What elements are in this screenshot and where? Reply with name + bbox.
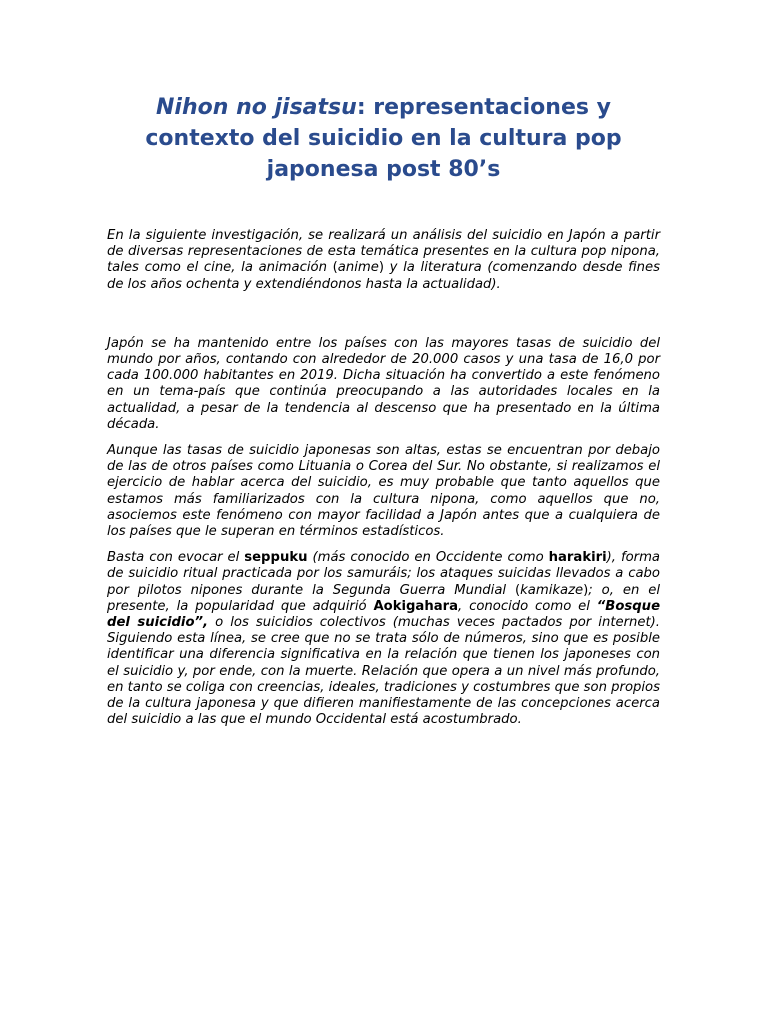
paragraph-comparison: Aunque las tasas de suicidio japonesas son altas, estas se encuentran por debajo de las de otros países como Lituania o Corea del Sur. No obstante, si realizamos el ejercicio de hablar acerca del suicidio, es muy probable que tanto aquellos que estamos más familiarizados con la cultura nipona, como aquellos que no, asociemos este fenómeno con mayor facilidad a Japón antes que a cualquiera de los países que le superan en términos estadísticos. bbox=[107, 443, 660, 540]
title-italic-part: Nihon no jisatsu bbox=[156, 95, 357, 120]
p3-text-3: ), forma de suicidio ritual practicada por los samuráis; los ataques suicidas llevados a cabo por pilotos nipones durante la Segunda Guerra Mundial bbox=[107, 550, 661, 598]
paragraph-statistics: Japón se ha mantenido entre los países con las mayores tasas de suicidio del mundo por años, contando con alrededor de 20.000 casos y una tasa de 16,0 por cada 100.000 habitantes en 2019. Dicha situación ha convertido a este fenómeno en un tema-país que continúa preocupando a las autoridades locales en la actualidad, a pesar de la tendencia al descenso que ha presentado en la última década. bbox=[107, 335, 660, 432]
intro-paren-open: ( bbox=[332, 260, 338, 276]
term-kamikaze: kamikaze bbox=[520, 582, 584, 598]
intro-anime-term: anime bbox=[337, 260, 379, 276]
intro-paragraph bbox=[107, 228, 660, 293]
document-page bbox=[107, 92, 660, 728]
intro-paren-close: ) bbox=[378, 260, 384, 276]
term-seppuku: seppuku bbox=[244, 550, 308, 566]
document-title bbox=[107, 92, 660, 185]
p3-text-2: (más conocido en Occidente como bbox=[307, 550, 549, 566]
p3-text-5: , conocido como el bbox=[458, 598, 597, 614]
intro-text-2: y la literatura (comenzando desde fines de los años ochenta y extendiéndonos hasta la actualidad). bbox=[107, 260, 660, 292]
p3-text-1: Basta con evocar el bbox=[107, 550, 245, 566]
intro-text-1: En la siguiente investigación, se realizará un análisis del suicidio en Japón a partir de diversas representaciones de esta temática presentes en la cultura pop nipona, tales como el cine, la animación bbox=[107, 228, 660, 276]
term-bosque-del-suicidio: “Bosque del suicidio”, bbox=[107, 598, 661, 631]
kamikaze-paren-open: ( bbox=[515, 582, 521, 598]
p3-text-6: o los suicidios colectivos (muchas veces pactados por internet). Siguiendo esta línea, se cree que no se trata sólo de números, sino que es posible identificar una diferencia significativa en la relación que tienen los japoneses con el suicidio y, por ende, con la muerte. Relación que opera a un nivel más profundo, en tanto se coliga con creencias, ideales, tradiciones y costumbres que son propios de la cultura japonesa y que difieren manifiestamente de las concepciones acerca del suicidio a las que el mundo Occidental está acostumbrado. bbox=[107, 615, 661, 728]
kamikaze-paren-close: ) bbox=[583, 582, 589, 598]
paragraph-cultural-context bbox=[107, 550, 660, 728]
term-aokigahara: Aokigahara bbox=[373, 598, 459, 614]
term-harakiri: harakiri bbox=[548, 550, 607, 566]
title-rest: : representaciones y contexto del suicidio en la cultura pop japonesa post 80’s bbox=[145, 95, 622, 182]
p3-text-4: ; o, en el presente, la popularidad que adquirió bbox=[107, 582, 660, 614]
